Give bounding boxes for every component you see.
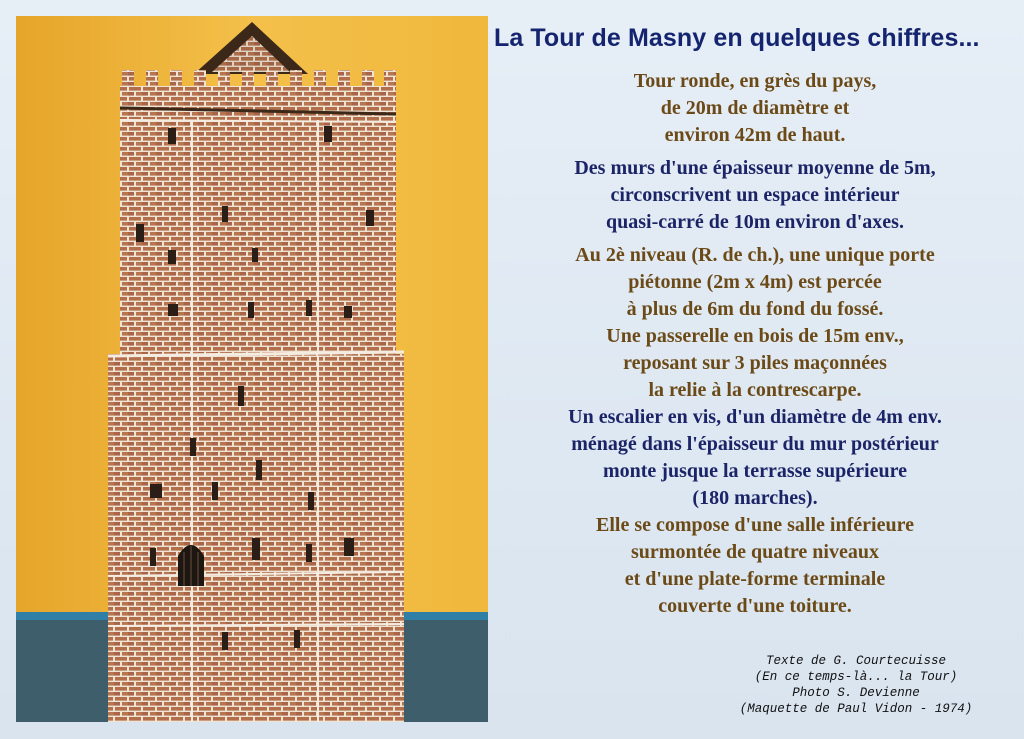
text-line: Elle se compose d'une salle inférieure <box>596 514 914 536</box>
facts-block-dimensions <box>520 68 990 149</box>
text-line: Une passerelle en bois de 15m env., <box>606 325 904 347</box>
facts-block-staircase <box>520 404 990 512</box>
text-line: (180 marches). <box>692 487 818 509</box>
facts-text <box>520 68 990 626</box>
facts-block-walls <box>520 155 990 236</box>
tower-photo <box>16 16 488 722</box>
text-line: de 20m de diamètre et <box>660 97 850 119</box>
text-line: la relie à la contrescarpe. <box>648 379 862 401</box>
text-line: reposant sur 3 piles maçonnées <box>623 352 887 374</box>
text-line: couverte d'une toiture. <box>658 595 852 617</box>
text-line: Un escalier en vis, d'un diamètre de 4m env. <box>568 406 942 428</box>
text-line: Tour ronde, en grès du pays, <box>633 70 877 92</box>
page-title: La Tour de Masny en quelques chiffres... <box>494 24 980 52</box>
text-line: quasi-carré de 10m environ d'axes. <box>606 211 904 233</box>
text-line: monte jusque la terrasse supérieure <box>602 460 908 482</box>
credit-model: (Maquette de Paul Vidon - 1974) <box>739 702 973 716</box>
text-line: Des murs d'une épaisseur moyenne de 5m, <box>574 157 936 179</box>
text-line: surmontée de quatre niveaux <box>631 541 879 563</box>
credit-source: (En ce temps-là... la Tour) <box>754 670 958 684</box>
text-line: à plus de 6m du fond du fossé. <box>626 298 884 320</box>
text-line: environ 42m de haut. <box>664 124 846 146</box>
text-line: et d'une plate-forme terminale <box>624 568 886 590</box>
facts-block-levels <box>520 512 990 620</box>
text-line: circonscrivent un espace intérieur <box>610 184 900 206</box>
text-line: piétonne (2m x 4m) est percée <box>628 271 882 293</box>
text-line: ménagé dans l'épaisseur du mur postérieur <box>571 433 939 455</box>
facts-block-entrance <box>520 242 990 404</box>
tower-upper-section <box>120 86 396 356</box>
credits <box>716 653 996 717</box>
tower-model-illustration <box>16 16 488 722</box>
text-line: Au 2è niveau (R. de ch.), une unique porte <box>575 244 935 266</box>
credit-photo: Photo S. Devienne <box>792 686 920 700</box>
credit-text-author: Texte de G. Courtecuisse <box>765 654 947 668</box>
